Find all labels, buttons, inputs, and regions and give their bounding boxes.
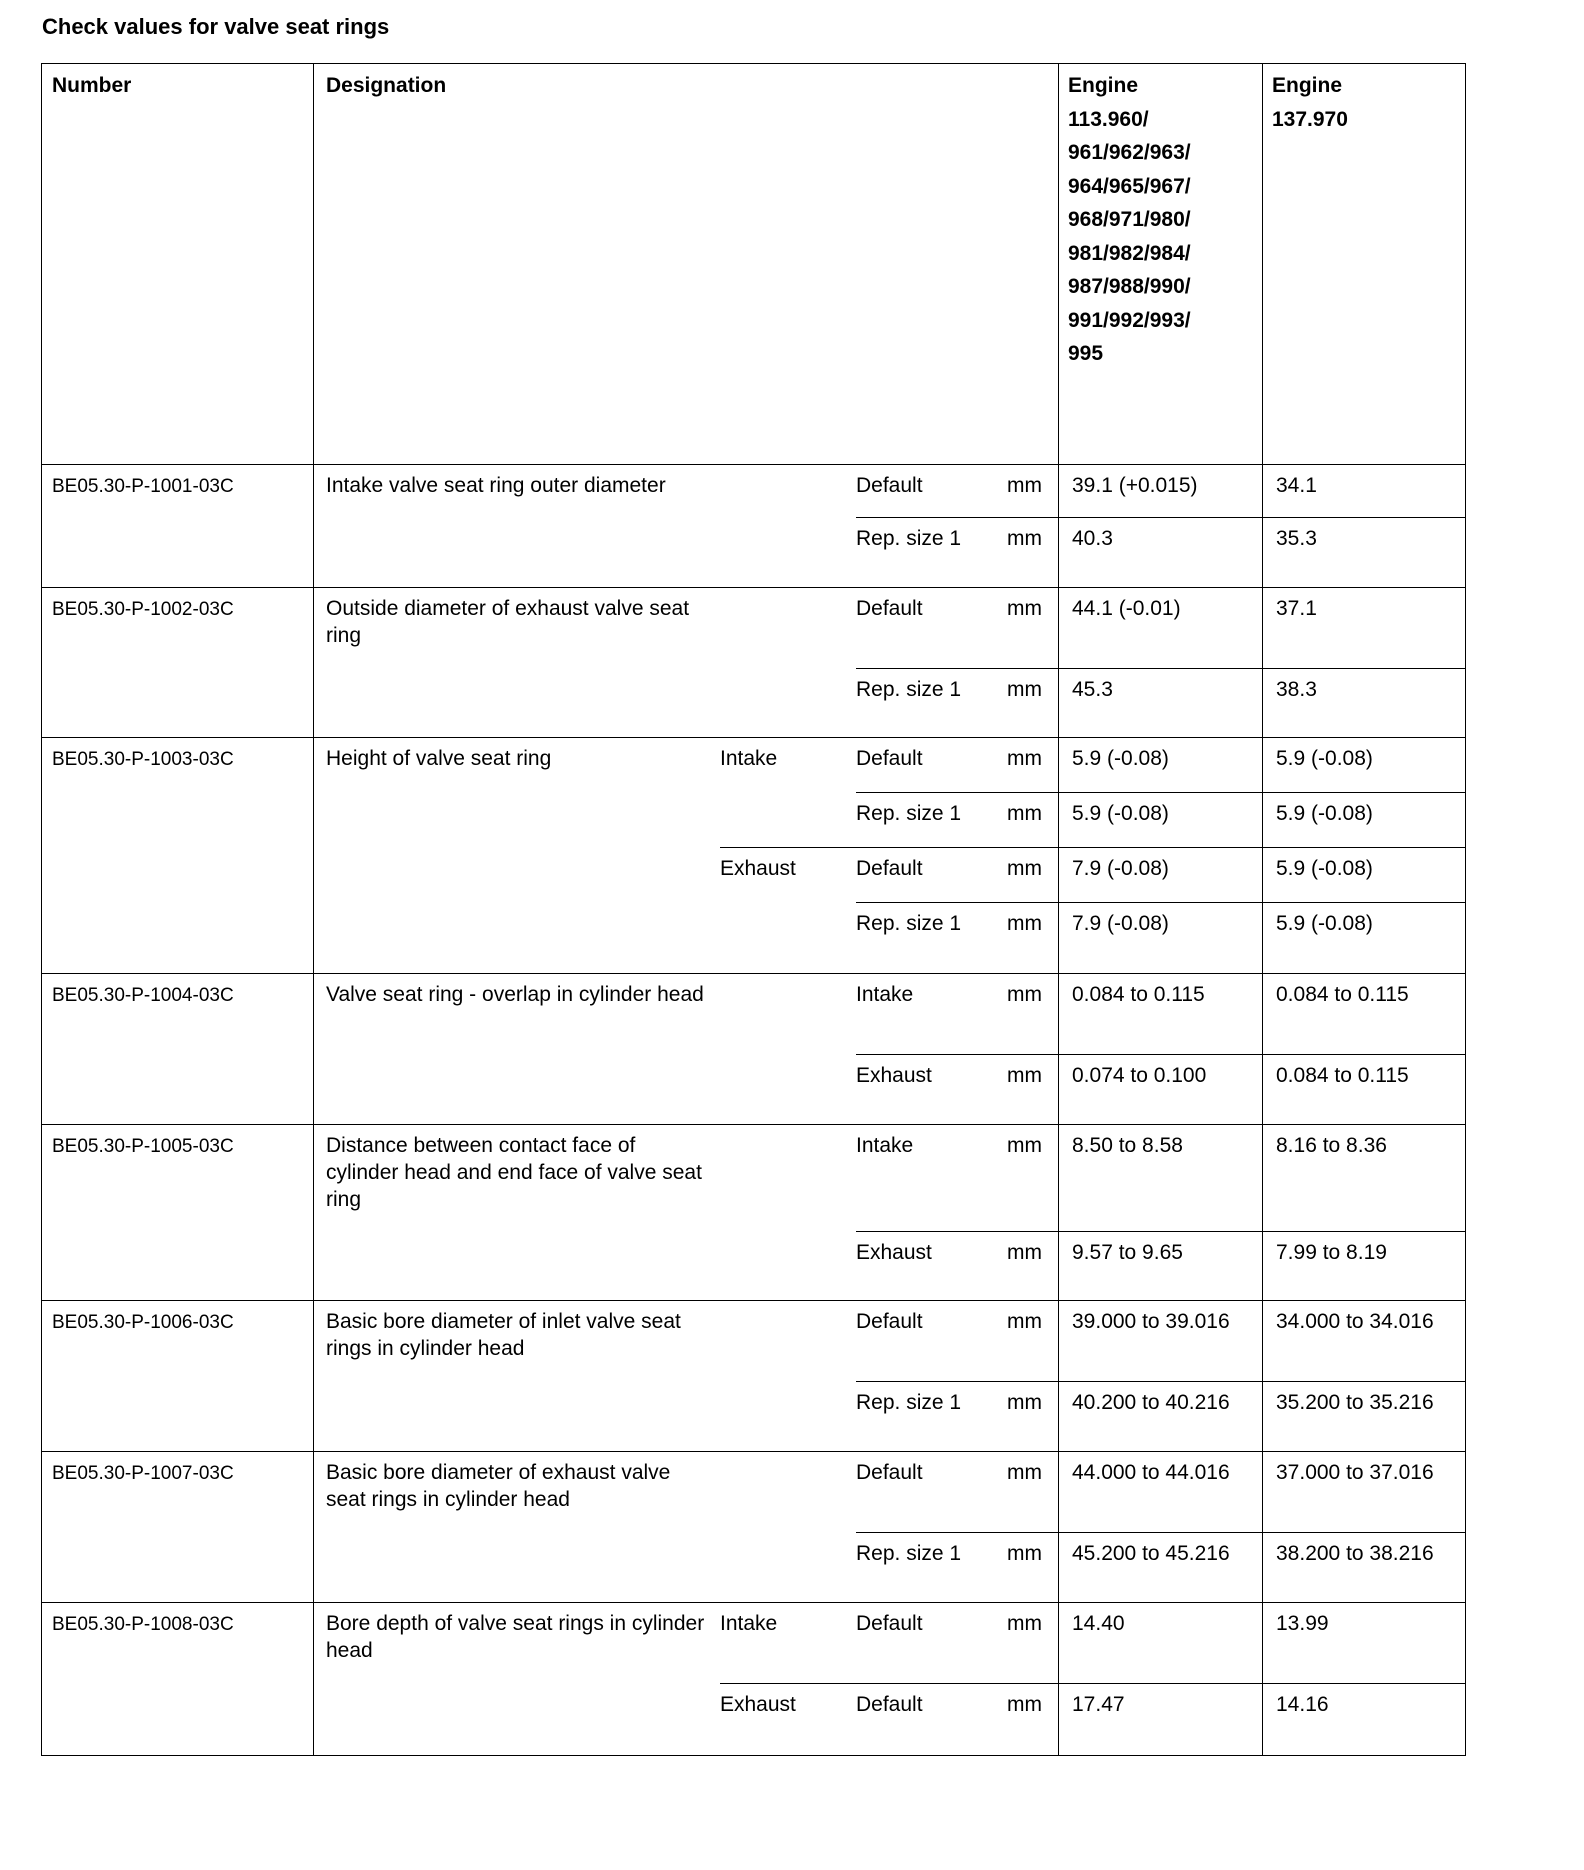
row-value-type: Rep. size 1 — [856, 912, 962, 935]
row-engine-a-value: 39.1 (+0.015) — [1072, 474, 1198, 497]
row-number: BE05.30-P-1002-03C — [52, 599, 234, 620]
row-value-type: Exhaust — [856, 1241, 932, 1264]
row-unit: mm — [1007, 1612, 1042, 1635]
header-engine-b: Engine 137.970 — [1272, 74, 1348, 131]
row-designation: Bore depth of valve seat rings in cylinder head — [326, 1612, 705, 1662]
row-engine-b-value: 5.9 (-0.08) — [1276, 912, 1373, 935]
table-grid — [41, 63, 1466, 1756]
row-value-type: Rep. size 1 — [856, 802, 962, 825]
row-unit: mm — [1007, 1461, 1042, 1484]
row-value-type: Exhaust — [856, 1064, 932, 1087]
row-unit: mm — [1007, 1693, 1042, 1716]
row-designation: Distance between contact face of cylinder head and end face of valve seat ring — [326, 1134, 702, 1211]
row-engine-a-value: 17.47 — [1072, 1693, 1125, 1716]
row-unit: mm — [1007, 474, 1042, 497]
row-engine-a-value: 5.9 (-0.08) — [1072, 802, 1169, 825]
row-engine-a-value: 45.200 to 45.216 — [1072, 1542, 1230, 1565]
row-unit: mm — [1007, 1391, 1042, 1414]
row-unit: mm — [1007, 527, 1042, 550]
row-engine-a-value: 5.9 (-0.08) — [1072, 747, 1169, 770]
row-engine-a-value: 40.200 to 40.216 — [1072, 1391, 1230, 1414]
row-unit: mm — [1007, 1064, 1042, 1087]
row-number: BE05.30-P-1006-03C — [52, 1312, 234, 1333]
row-unit: mm — [1007, 597, 1042, 620]
row-engine-b-value: 37.000 to 37.016 — [1276, 1461, 1434, 1484]
row-engine-b-value: 5.9 (-0.08) — [1276, 857, 1373, 880]
row-subtype: Intake — [720, 747, 778, 770]
row-engine-b-value: 38.3 — [1276, 678, 1317, 701]
row-value-type: Rep. size 1 — [856, 678, 962, 701]
row-value-type: Default — [856, 597, 923, 620]
row-engine-b-value: 35.200 to 35.216 — [1276, 1391, 1434, 1414]
row-engine-a-value: 14.40 — [1072, 1612, 1125, 1635]
row-value-type: Default — [856, 747, 923, 770]
row-engine-a-value: 40.3 — [1072, 527, 1113, 550]
row-engine-b-value: 5.9 (-0.08) — [1276, 802, 1373, 825]
row-engine-b-value: 0.084 to 0.115 — [1276, 983, 1409, 1006]
header-engine-a: Engine 113.960/ 961/962/963/ 964/965/967/ 968/971/980/ 981/982/984/ 987/988/990/ 991/992/993/ 995 — [1068, 74, 1191, 365]
row-designation: Height of valve seat ring — [326, 747, 552, 770]
row-engine-a-value: 7.9 (-0.08) — [1072, 857, 1169, 880]
row-value-type: Rep. size 1 — [856, 1391, 962, 1414]
row-engine-a-value: 0.084 to 0.115 — [1072, 983, 1205, 1006]
row-engine-b-value: 34.000 to 34.016 — [1276, 1310, 1434, 1333]
row-engine-b-value: 37.1 — [1276, 597, 1317, 620]
row-value-type: Default — [856, 857, 923, 880]
row-unit: mm — [1007, 1134, 1042, 1157]
row-unit: mm — [1007, 802, 1042, 825]
row-designation: Outside diameter of exhaust valve seat ring — [326, 597, 690, 647]
row-engine-a-value: 39.000 to 39.016 — [1072, 1310, 1230, 1333]
row-value-type: Intake — [856, 983, 914, 1006]
row-number: BE05.30-P-1007-03C — [52, 1463, 234, 1484]
row-engine-b-value: 13.99 — [1276, 1612, 1329, 1635]
row-subtype: Exhaust — [720, 857, 796, 880]
row-designation: Basic bore diameter of exhaust valve seat rings in cylinder head — [326, 1461, 671, 1511]
row-engine-a-value: 45.3 — [1072, 678, 1113, 701]
row-engine-a-value: 44.000 to 44.016 — [1072, 1461, 1230, 1484]
row-subtype: Exhaust — [720, 1693, 796, 1716]
row-unit: mm — [1007, 912, 1042, 935]
row-engine-b-value: 38.200 to 38.216 — [1276, 1542, 1434, 1565]
row-unit: mm — [1007, 983, 1042, 1006]
row-unit: mm — [1007, 747, 1042, 770]
row-unit: mm — [1007, 678, 1042, 701]
row-unit: mm — [1007, 1310, 1042, 1333]
row-value-type: Default — [856, 1612, 923, 1635]
row-value-type: Default — [856, 1461, 923, 1484]
row-value-type: Default — [856, 1693, 923, 1716]
row-value-type: Rep. size 1 — [856, 527, 962, 550]
row-unit: mm — [1007, 857, 1042, 880]
row-number: BE05.30-P-1005-03C — [52, 1136, 234, 1157]
row-engine-a-value: 44.1 (-0.01) — [1072, 597, 1181, 620]
row-number: BE05.30-P-1008-03C — [52, 1614, 234, 1635]
row-subtype: Intake — [720, 1612, 778, 1635]
row-engine-b-value: 0.084 to 0.115 — [1276, 1064, 1409, 1087]
page-title: Check values for valve seat rings — [42, 14, 390, 39]
check-values-table — [41, 63, 1466, 1756]
row-unit: mm — [1007, 1241, 1042, 1264]
row-designation: Valve seat ring - overlap in cylinder head — [326, 983, 704, 1006]
row-engine-a-value: 8.50 to 8.58 — [1072, 1134, 1183, 1157]
row-value-type: Intake — [856, 1134, 914, 1157]
row-designation: Intake valve seat ring outer diameter — [326, 474, 666, 497]
row-number: BE05.30-P-1004-03C — [52, 985, 234, 1006]
row-number: BE05.30-P-1003-03C — [52, 749, 234, 770]
row-designation: Basic bore diameter of inlet valve seat rings in cylinder head — [326, 1310, 681, 1360]
row-unit: mm — [1007, 1542, 1042, 1565]
row-engine-a-value: 9.57 to 9.65 — [1072, 1241, 1183, 1264]
row-number: BE05.30-P-1001-03C — [52, 476, 234, 497]
row-engine-b-value: 14.16 — [1276, 1693, 1329, 1716]
row-engine-b-value: 34.1 — [1276, 474, 1317, 497]
row-value-type: Default — [856, 474, 923, 497]
header-number: Number — [52, 74, 132, 97]
row-engine-b-value: 5.9 (-0.08) — [1276, 747, 1373, 770]
row-engine-b-value: 35.3 — [1276, 527, 1317, 550]
row-engine-b-value: 7.99 to 8.19 — [1276, 1241, 1387, 1264]
row-engine-b-value: 8.16 to 8.36 — [1276, 1134, 1387, 1157]
row-engine-a-value: 7.9 (-0.08) — [1072, 912, 1169, 935]
row-value-type: Rep. size 1 — [856, 1542, 962, 1565]
row-engine-a-value: 0.074 to 0.100 — [1072, 1064, 1207, 1087]
header-designation: Designation — [326, 74, 447, 97]
row-value-type: Default — [856, 1310, 923, 1333]
